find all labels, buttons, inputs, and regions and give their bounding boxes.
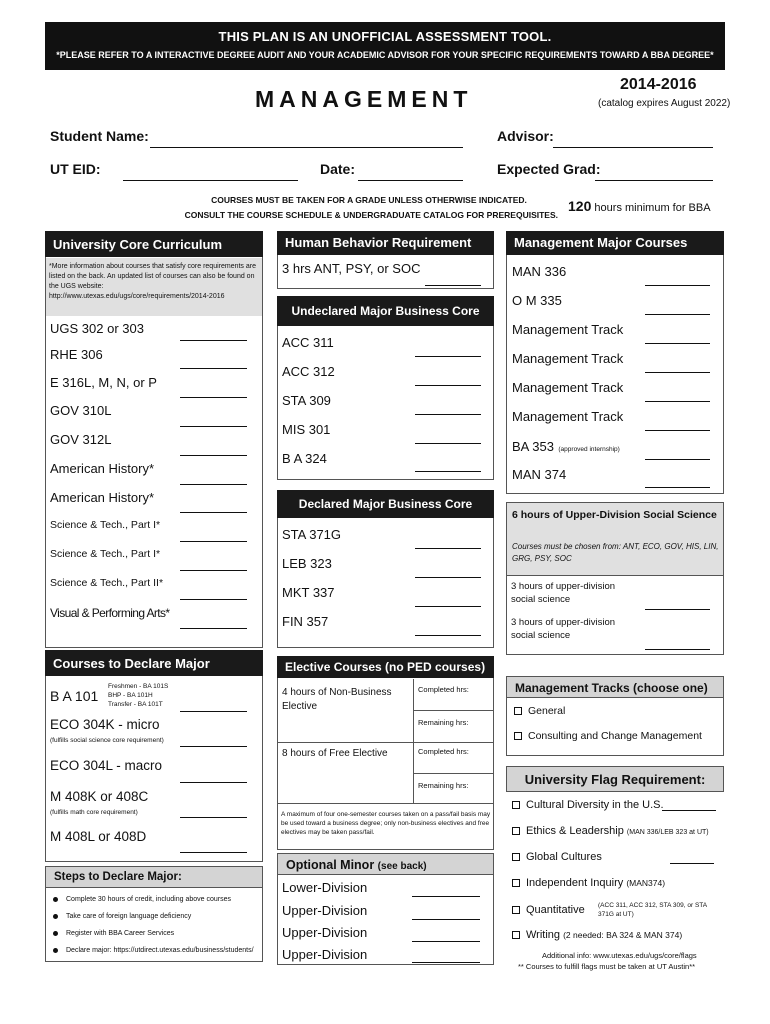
hours-minimum xyxy=(568,198,711,214)
declare-major-header: Courses to Declare Major xyxy=(45,650,263,676)
declared-course: STA 371G xyxy=(282,527,342,542)
core-blank[interactable] xyxy=(180,512,247,513)
prereq-rule: CONSULT THE COURSE SCHEDULE & UNDERGRADUATE CATALOG FOR PREREQUISITES. xyxy=(184,210,558,220)
core-blank[interactable] xyxy=(180,455,247,456)
catalog-note: (catalog expires August 2022) xyxy=(598,98,731,109)
core-blank[interactable] xyxy=(180,397,247,398)
checkbox-icon[interactable] xyxy=(514,707,522,715)
date-label: Date: xyxy=(320,161,356,177)
bullet-icon xyxy=(53,948,58,953)
ba101-course: B A 101 xyxy=(50,688,99,704)
flags-header: University Flag Requirement: xyxy=(506,766,724,792)
non-business-elective: 4 hours of Non-Business Elective xyxy=(282,687,392,712)
core-course: GOV 312L xyxy=(50,432,112,447)
undeclared-course: STA 309 xyxy=(282,393,331,408)
major-blank[interactable] xyxy=(645,285,710,286)
flag-cultural-diversity[interactable] xyxy=(512,799,664,811)
major-course: Management Track xyxy=(512,409,624,424)
electives-rule xyxy=(413,773,494,774)
flag-blank[interactable] xyxy=(662,810,716,811)
ba101-note: BHP - BA 101H xyxy=(108,692,153,699)
track-label: Consulting and Change Management xyxy=(528,730,702,742)
core-blank[interactable] xyxy=(180,340,247,341)
m408k-note: (fulfills math core requirement) xyxy=(50,809,138,816)
bullet-icon xyxy=(53,897,58,902)
major-blank[interactable] xyxy=(645,343,710,344)
checkbox-icon[interactable] xyxy=(512,931,520,939)
bullet-icon xyxy=(53,931,58,936)
flag-label: Cultural Diversity in the U.S. xyxy=(526,799,664,811)
flag-label: Independent Inquiry xyxy=(526,877,624,889)
student-name-field[interactable] xyxy=(150,147,463,148)
core-url: http://www.utexas.edu/ugs/core/requirements/2014-2016 xyxy=(49,293,225,300)
step-item xyxy=(53,913,191,920)
minor-blank[interactable] xyxy=(412,919,480,920)
major-blank[interactable] xyxy=(645,430,710,431)
minor-title-suffix: (see back) xyxy=(377,861,427,872)
core-blank[interactable] xyxy=(180,599,247,600)
social-science-item: 3 hours of upper-division social science xyxy=(511,617,616,641)
free-elective: 8 hours of Free Elective xyxy=(282,748,388,759)
checkbox-icon[interactable] xyxy=(512,853,520,861)
undeclared-course: B A 324 xyxy=(282,451,327,466)
core-course: Visual & Performing Arts* xyxy=(50,606,170,620)
eco304k-course: ECO 304K - micro xyxy=(50,717,160,732)
hours-text: hours minimum for BBA xyxy=(594,202,711,214)
major-course: MAN 374 xyxy=(512,467,567,482)
core-course: GOV 310L xyxy=(50,403,112,418)
minor-course: Upper-Division xyxy=(282,925,368,940)
declared-course: FIN 357 xyxy=(282,614,329,629)
major-courses-header: Management Major Courses xyxy=(506,231,724,255)
core-note: *More information about courses that satisfy core requirements are listed on the back. An updated list of courses can also be found on the UGS website: xyxy=(49,263,256,290)
declared-blank[interactable] xyxy=(415,635,481,636)
core-course: UGS 302 or 303 xyxy=(50,321,144,336)
flag-note: (2 needed: BA 324 & MAN 374) xyxy=(563,930,683,940)
core-course: E 316L, M, N, or P xyxy=(50,375,157,390)
eco304l-course: ECO 304L - macro xyxy=(50,758,163,773)
remaining-hrs-label: Remaining hrs: xyxy=(418,718,469,727)
track-option-consulting[interactable] xyxy=(514,730,702,742)
undeclared-blank[interactable] xyxy=(415,443,481,444)
declared-course: LEB 323 xyxy=(282,556,332,571)
completed-hrs-label: Completed hrs: xyxy=(418,747,469,756)
completed-hrs-label: Completed hrs: xyxy=(418,685,469,694)
core-blank[interactable] xyxy=(180,570,247,571)
core-course: Science & Tech., Part I* xyxy=(50,548,161,560)
major-course: O M 335 xyxy=(512,293,562,308)
core-curriculum-header: University Core Curriculum xyxy=(45,231,263,257)
major-course: MAN 336 xyxy=(512,264,567,279)
ut-eid-label: UT EID: xyxy=(50,161,101,177)
step-item xyxy=(53,930,174,937)
expected-grad-field[interactable] xyxy=(595,180,713,181)
ba101-notes xyxy=(108,682,168,709)
minor-course: Upper-Division xyxy=(282,903,368,918)
step-text: Complete 30 hours of credit, including above courses xyxy=(66,896,231,903)
core-course: RHE 306 xyxy=(50,347,103,362)
minor-course: Lower-Division xyxy=(282,880,368,895)
electives-rule xyxy=(277,742,494,743)
flag-independent-inquiry[interactable] xyxy=(512,877,665,889)
student-name-label: Student Name: xyxy=(50,128,149,144)
checkbox-icon[interactable] xyxy=(512,801,520,809)
grade-rule: COURSES MUST BE TAKEN FOR A GRADE UNLESS OTHERWISE INDICATED. xyxy=(211,195,527,205)
core-course: American History* xyxy=(50,490,155,505)
track-label: General xyxy=(528,705,566,717)
step-item xyxy=(53,947,254,954)
minor-blank[interactable] xyxy=(412,962,480,963)
undeclared-core-header: Undeclared Major Business Core xyxy=(277,296,494,326)
date-field[interactable] xyxy=(358,180,463,181)
electives-header: Elective Courses (no PED courses) xyxy=(277,656,494,678)
electives-rule xyxy=(413,710,494,711)
declare-blank[interactable] xyxy=(180,852,247,853)
major-course: Management Track xyxy=(512,380,624,395)
core-blank[interactable] xyxy=(180,541,247,542)
flag-label: Ethics & Leadership xyxy=(526,825,624,837)
declared-course: MKT 337 xyxy=(282,585,335,600)
core-note-box xyxy=(46,258,262,316)
ut-eid-field[interactable] xyxy=(123,180,298,181)
declare-blank[interactable] xyxy=(180,746,247,747)
major-blank[interactable] xyxy=(645,401,710,402)
declared-blank[interactable] xyxy=(415,548,481,549)
advisor-field[interactable] xyxy=(553,147,713,148)
major-course: Management Track xyxy=(512,351,624,366)
flag-global-cultures[interactable] xyxy=(512,851,602,863)
electives-rule xyxy=(277,803,494,804)
major-blank[interactable] xyxy=(645,314,710,315)
ba101-note: Freshmen - BA 101S xyxy=(108,683,169,690)
flag-quantitative[interactable] xyxy=(512,904,585,916)
flag-label: Quantitative xyxy=(526,904,585,916)
social-science-note: Courses must be chosen from: ANT, ECO, GOV, HIS, LIN, GRG, PSY, SOC xyxy=(512,542,719,563)
declare-blank[interactable] xyxy=(180,817,247,818)
track-option-general[interactable] xyxy=(514,705,565,717)
core-blank[interactable] xyxy=(180,628,247,629)
checkbox-icon[interactable] xyxy=(514,732,522,740)
advisor-label: Advisor: xyxy=(497,128,554,144)
disclaimer-banner xyxy=(45,22,725,70)
major-course: BA 353 xyxy=(512,439,554,454)
flag-note: (MAN374) xyxy=(626,878,666,888)
flag-writing[interactable] xyxy=(512,929,682,941)
undeclared-blank[interactable] xyxy=(415,471,481,472)
human-behavior-course: 3 hrs ANT, PSY, or SOC xyxy=(282,261,421,276)
page-title: MANAGEMENT xyxy=(255,86,473,112)
declared-blank[interactable] xyxy=(415,606,481,607)
catalog-years: 2014-2016 xyxy=(620,76,697,93)
human-behavior-header: Human Behavior Requirement xyxy=(277,231,494,255)
minor-title: Optional Minor xyxy=(286,858,375,872)
core-course: Science & Tech., Part II* xyxy=(50,577,164,589)
undeclared-course: ACC 312 xyxy=(282,364,335,379)
undeclared-blank[interactable] xyxy=(415,356,481,357)
flags-footer: ** Courses to fulfill flags must be taken at UT Austin** xyxy=(518,962,696,971)
declared-core-header: Declared Major Business Core xyxy=(277,490,494,518)
eco304k-note: (fulfills social science core requirement) xyxy=(50,737,164,744)
flag-quant-note: (ACC 311, ACC 312, STA 309, or STA 371G at UT) xyxy=(598,902,707,918)
social-blank[interactable] xyxy=(645,609,710,610)
checkbox-icon[interactable] xyxy=(512,906,520,914)
declare-blank[interactable] xyxy=(180,711,247,712)
ba353-note: (approved internship) xyxy=(558,446,620,453)
steps-header: Steps to Declare Major: xyxy=(45,866,263,888)
undeclared-course: MIS 301 xyxy=(282,422,331,437)
social-rule xyxy=(506,575,724,576)
step-text: Register with BBA Career Services xyxy=(66,930,175,937)
minor-blank[interactable] xyxy=(412,941,480,942)
major-blank[interactable] xyxy=(645,487,710,488)
major-course: Management Track xyxy=(512,322,624,337)
core-course: Science & Tech., Part I* xyxy=(50,519,161,531)
social-science-title: 6 hours of Upper-Division Social Science xyxy=(512,509,717,521)
ba101-note: Transfer - BA 101T xyxy=(108,701,163,708)
m408k-course: M 408K or 408C xyxy=(50,789,149,804)
tracks-header: Management Tracks (choose one) xyxy=(506,676,724,698)
flags-info: Additional info: www.utexas.edu/ugs/core/flags xyxy=(542,951,697,960)
checkbox-icon[interactable] xyxy=(512,879,520,887)
banner-line-1: THIS PLAN IS AN UNOFFICIAL ASSESSMENT TOOL. xyxy=(218,29,552,44)
flag-note: (MAN 336/LEB 323 at UT) xyxy=(626,829,709,836)
checkbox-icon[interactable] xyxy=(512,827,520,835)
step-text: Take care of foreign language deficiency xyxy=(66,913,192,920)
human-behavior-blank[interactable] xyxy=(425,285,481,286)
declared-blank[interactable] xyxy=(415,577,481,578)
electives-divider xyxy=(413,679,414,803)
undeclared-blank[interactable] xyxy=(415,385,481,386)
minor-course: Upper-Division xyxy=(282,947,368,962)
social-blank[interactable] xyxy=(645,649,710,650)
step-item xyxy=(53,896,231,903)
major-blank[interactable] xyxy=(645,372,710,373)
minor-blank[interactable] xyxy=(412,896,480,897)
core-blank[interactable] xyxy=(180,426,247,427)
remaining-hrs-label: Remaining hrs: xyxy=(418,781,469,790)
core-blank[interactable] xyxy=(180,368,247,369)
minor-header xyxy=(277,853,494,875)
core-course: American History* xyxy=(50,461,155,476)
flag-label: Writing xyxy=(526,929,561,941)
flag-ethics[interactable] xyxy=(512,825,709,837)
expected-grad-label: Expected Grad: xyxy=(497,161,601,177)
major-blank[interactable] xyxy=(645,459,710,460)
undeclared-blank[interactable] xyxy=(415,414,481,415)
core-blank[interactable] xyxy=(180,484,247,485)
undeclared-course: ACC 311 xyxy=(282,335,334,350)
flag-label: Global Cultures xyxy=(526,851,602,863)
m408l-course: M 408L or 408D xyxy=(50,829,147,844)
ba353-row xyxy=(512,438,620,456)
banner-line-2: *PLEASE REFER TO A INTERACTIVE DEGREE AUDIT AND YOUR ACADEMIC ADVISOR FOR YOUR SPECIFIC REQUIREMENTS TOWARD A BBA DEGREE* xyxy=(56,50,714,60)
pass-fail-note: A maximum of four one-semester courses taken on a pass/fail basis may be used toward a business degree; only non-business electives and free electives may be taken pass/fail. xyxy=(281,811,491,836)
declare-blank[interactable] xyxy=(180,782,247,783)
flag-blank[interactable] xyxy=(670,863,714,864)
bullet-icon xyxy=(53,914,58,919)
social-science-item: 3 hours of upper-division social science xyxy=(511,581,616,605)
hours-number: 120 xyxy=(568,198,592,214)
step-text: Declare major: https://utdirect.utexas.edu/business/students/ xyxy=(66,947,254,954)
